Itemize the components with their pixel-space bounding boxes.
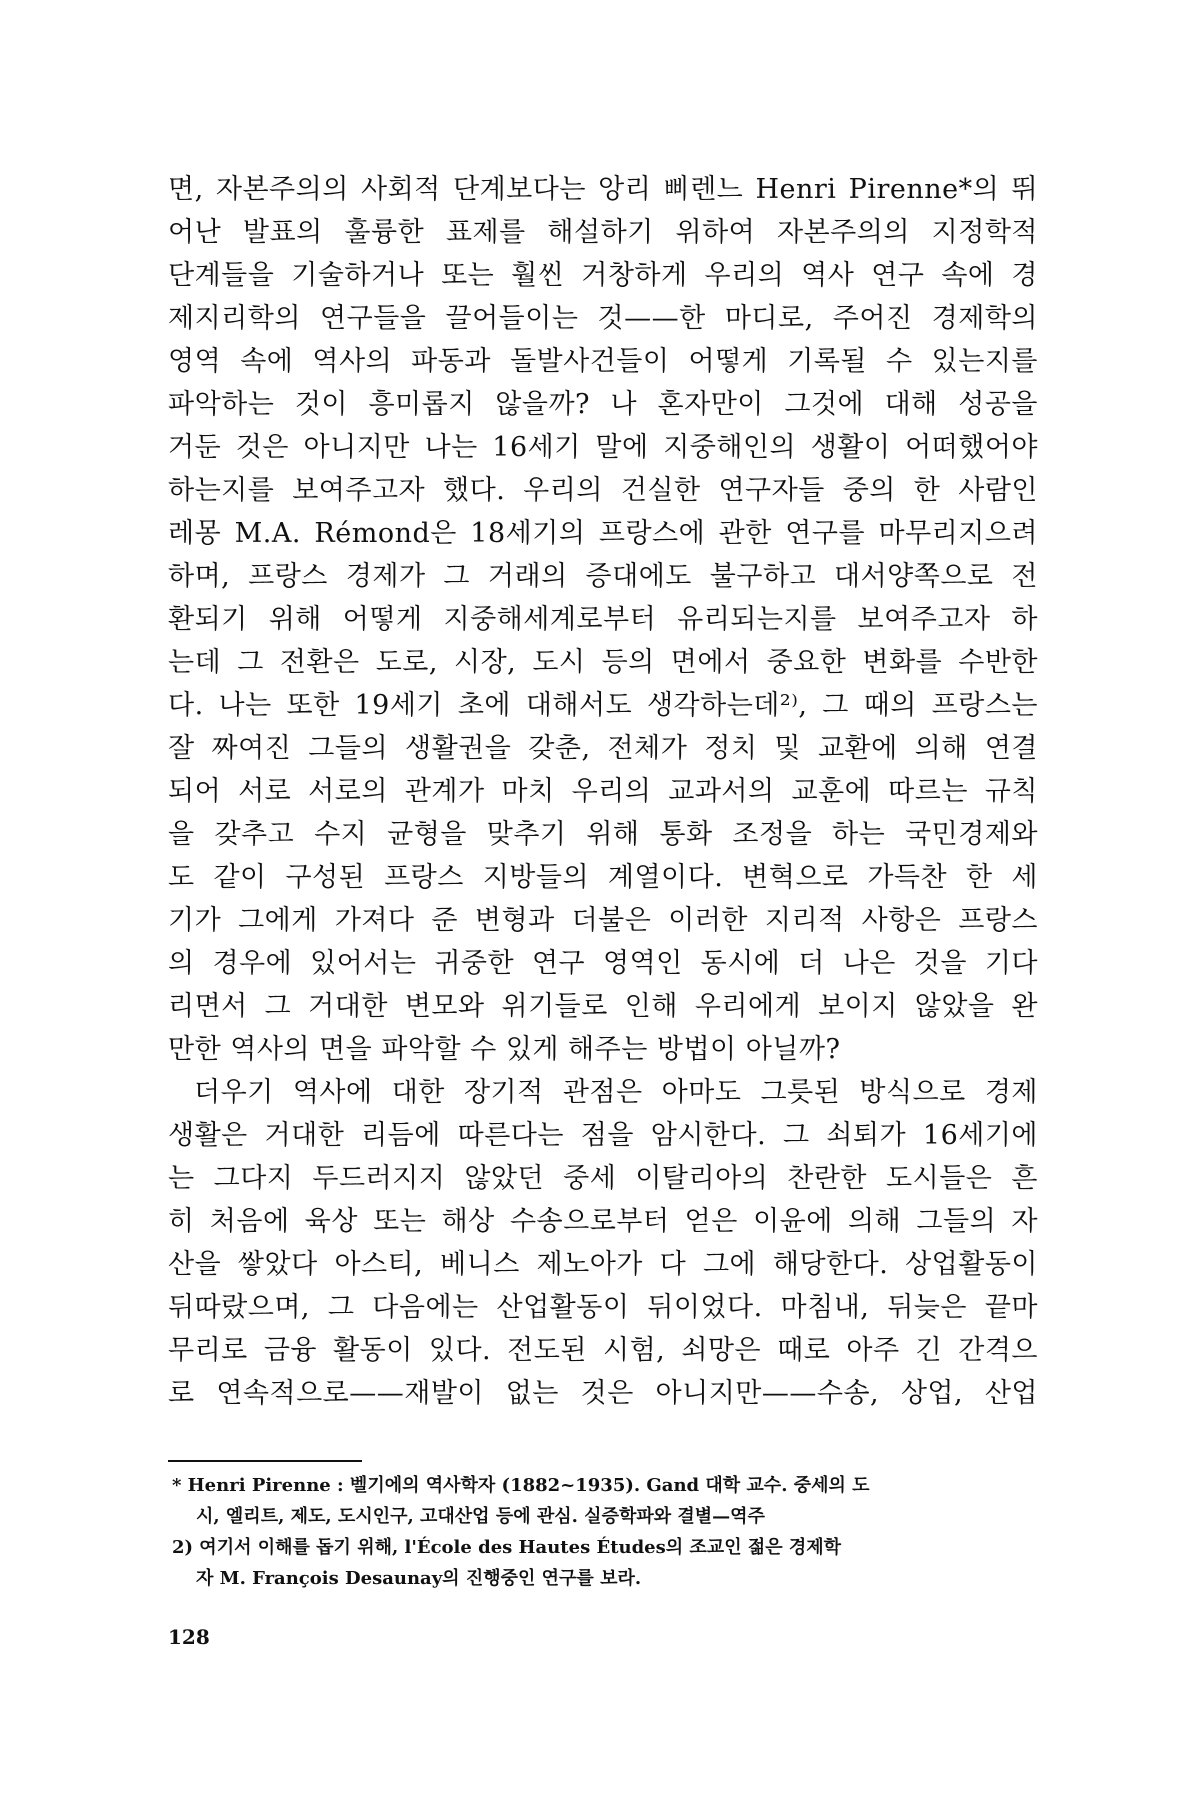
- text-line: 만한 역사의 면을 파악할 수 있게 해주는 방법이 아닐까?: [168, 1034, 841, 1065]
- text-line: 뒤따랐으며, 그 다음에는 산업활동이 뒤이었다. 마침내, 뒤늦은 끝마: [168, 1292, 1038, 1323]
- text-line: 는 그다지 두드러지지 않았던 중세 이탈리아의 찬란한 도시들은 흔: [168, 1163, 1038, 1194]
- page-number: 128: [168, 1625, 210, 1649]
- text-line: 잘 짜여진 그들의 생활권을 갖춘, 전체가 정치 및 교환에 의해 연결: [168, 733, 1038, 764]
- text-line: 을 갖추고 수지 균형을 맞추기 위해 통화 조정을 하는 국민경제와: [168, 819, 1038, 850]
- text-line: 의 경우에 있어서는 귀중한 연구 영역인 동시에 더 나은 것을 기다: [168, 948, 1038, 979]
- footnote-line: * Henri Pirenne : 벨기에의 역사학자 (1882~1935). Gand 대학 교수. 중세의 도: [172, 1475, 870, 1496]
- text-line: 되어 서로 서로의 관계가 마치 우리의 교과서의 교훈에 따르는 규칙: [168, 776, 1038, 807]
- text-line: 하는지를 보여주고자 했다. 우리의 건실한 연구자들 중의 한 사람인: [168, 475, 1038, 506]
- text-line: 환되기 위해 어떻게 지중해세계로부터 유리되는지를 보여주고자 하: [168, 604, 1038, 635]
- text-line: 는데 그 전환은 도로, 시장, 도시 등의 면에서 중요한 변화를 수반한: [168, 647, 1038, 678]
- text-line: 어난 발표의 훌륭한 표제를 해설하기 위하여 자본주의의 지정학적: [168, 217, 1038, 248]
- text-line: 거둔 것은 아니지만 나는 16세기 말에 지중해인의 생활이 어떠했어야: [168, 432, 1038, 463]
- text-line: 레몽 M.A. Rémond은 18세기의 프랑스에 관한 연구를 마무리지으려: [168, 518, 1038, 549]
- footnote-line: 자 M. François Desaunay의 진행중인 연구를 보라.: [196, 1568, 642, 1589]
- text-line: 리면서 그 거대한 변모와 위기들로 인해 우리에게 보이지 않았을 완: [168, 991, 1038, 1022]
- text-line: 제지리학의 연구들을 끌어들이는 것——한 마디로, 주어진 경제학의: [168, 303, 1038, 334]
- text-line: 생활은 거대한 리듬에 따른다는 점을 암시한다. 그 쇠퇴가 16세기에: [168, 1120, 1038, 1151]
- text-line: 히 처음에 육상 또는 해상 수송으로부터 얻은 이윤에 의해 그들의 자: [168, 1206, 1038, 1237]
- text-line: 단계들을 기술하거나 또는 훨씬 거창하게 우리의 역사 연구 속에 경: [168, 260, 1038, 291]
- text-line: 면, 자본주의의 사회적 단계보다는 앙리 삐렌느 Henri Pirenne*의 뛰: [168, 174, 1038, 205]
- footnote-divider: [168, 1460, 362, 1462]
- text-line: 영역 속에 역사의 파동과 돌발사건들이 어떻게 기록될 수 있는지를: [168, 346, 1038, 377]
- text-line: 파악하는 것이 흥미롭지 않을까? 나 혼자만이 그것에 대해 성공을: [168, 389, 1038, 420]
- text-line: 기가 그에게 가져다 준 변형과 더불은 이러한 지리적 사항은 프랑스: [168, 905, 1038, 936]
- text-line: 도 같이 구성된 프랑스 지방들의 계열이다. 변혁으로 가득찬 한 세: [168, 862, 1038, 893]
- footnote-line: 2) 여기서 이해를 돕기 위해, l'École des Hautes Études의 조교인 젊은 경제학: [172, 1537, 842, 1558]
- text-line: 더우기 역사에 대한 장기적 관점은 아마도 그릇된 방식으로 경제: [194, 1077, 1038, 1108]
- footnotes: [172, 1470, 1032, 1594]
- text-line: 하며, 프랑스 경제가 그 거래의 증대에도 불구하고 대서양쪽으로 전: [168, 561, 1038, 592]
- footnote-line: 시, 엘리트, 제도, 도시인구, 고대산업 등에 관심. 실증학파와 결별—역주: [196, 1506, 765, 1527]
- text-line: 산을 쌓았다 아스티, 베니스 제노아가 다 그에 해당한다. 상업활동이: [168, 1249, 1038, 1280]
- text-line: 로 연속적으로——재발이 없는 것은 아니지만——수송, 상업, 산업: [168, 1378, 1038, 1409]
- body-text: [168, 168, 1038, 1415]
- text-line: 무리로 금융 활동이 있다. 전도된 시험, 쇠망은 때로 아주 긴 간격으: [168, 1335, 1038, 1366]
- text-line: 다. 나는 또한 19세기 초에 대해서도 생각하는데²⁾, 그 때의 프랑스는: [168, 690, 1038, 721]
